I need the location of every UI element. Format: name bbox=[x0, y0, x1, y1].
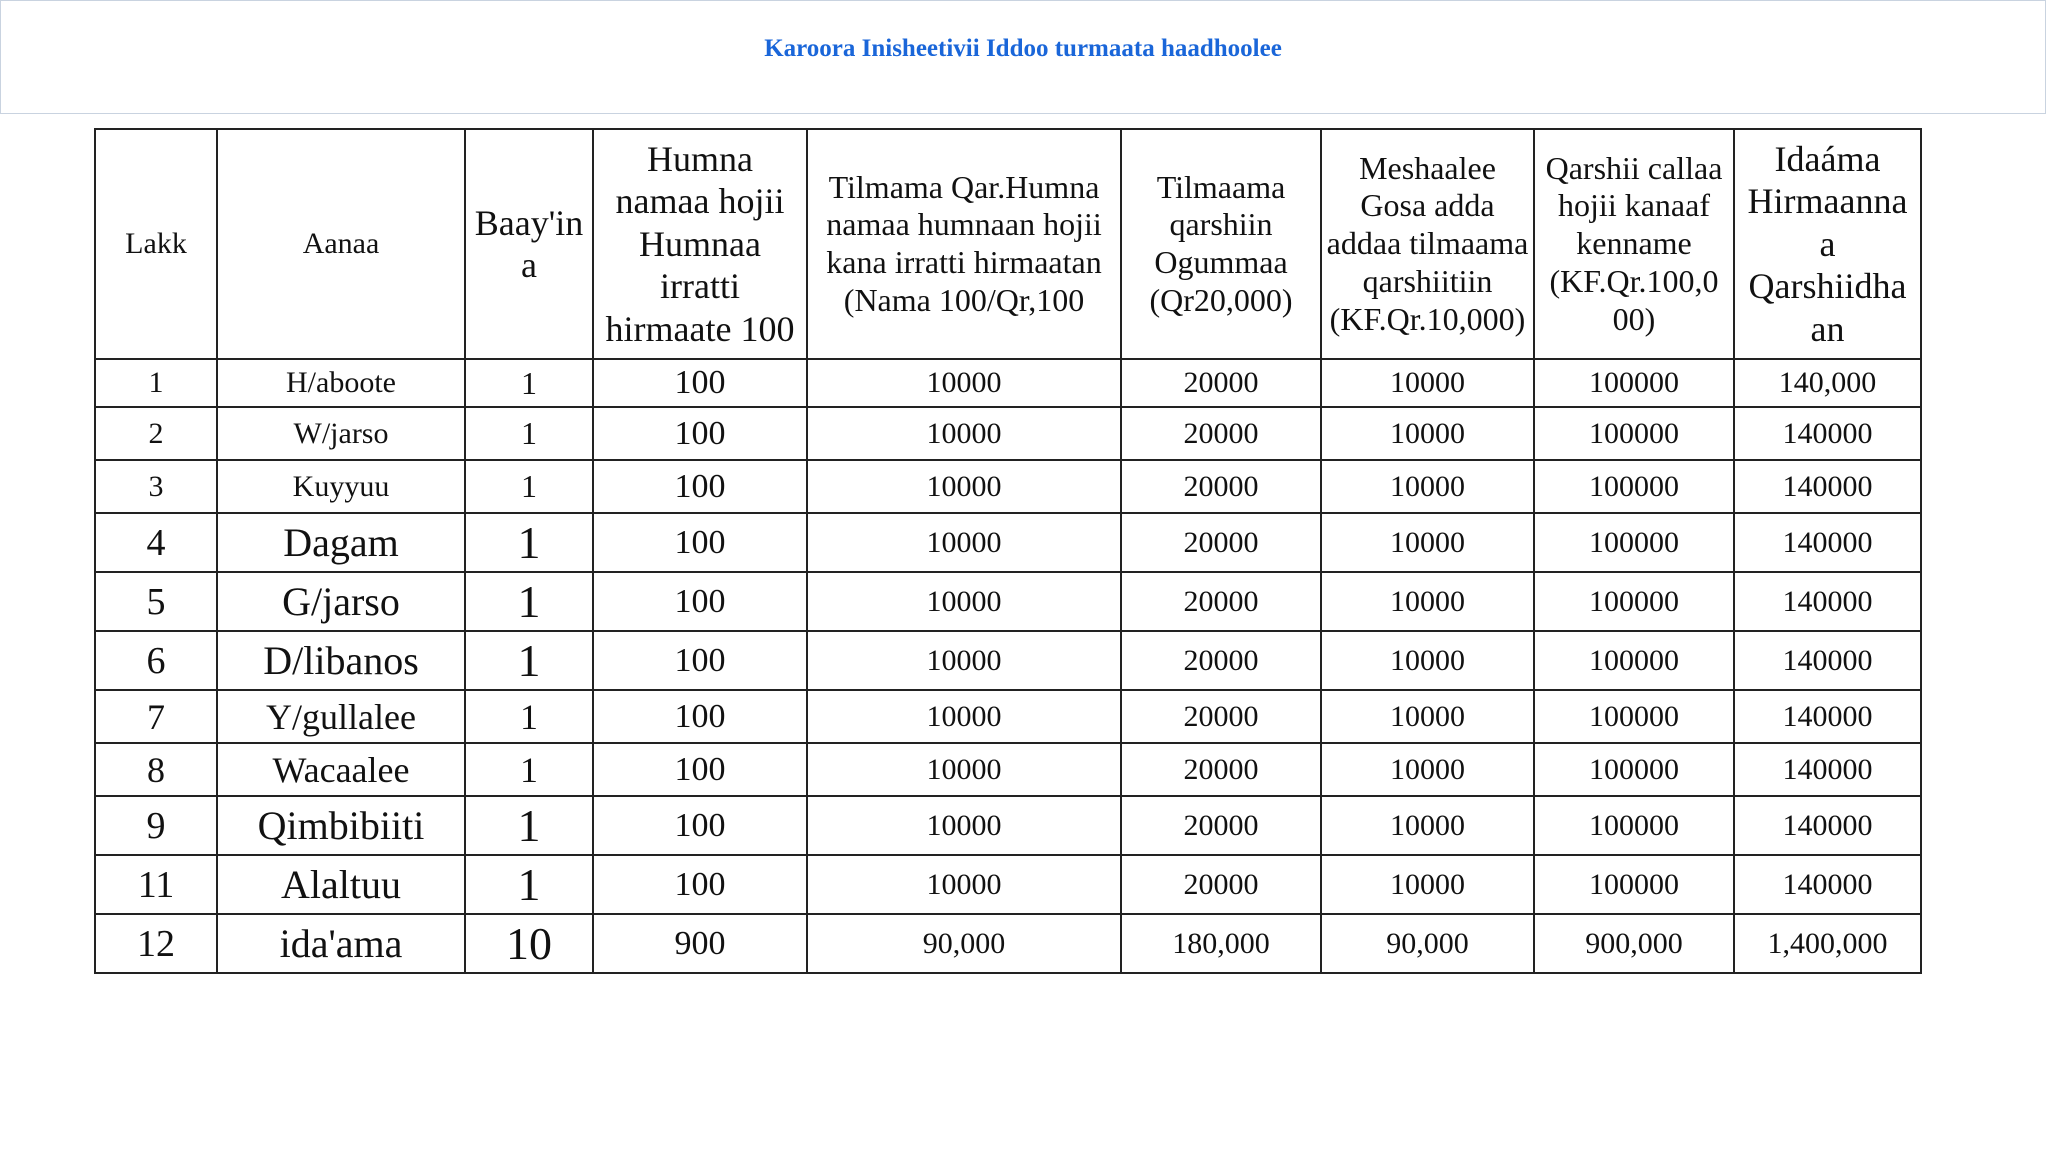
cell-baayina: 1 bbox=[465, 690, 593, 743]
cell-meshaalee: 10000 bbox=[1321, 572, 1534, 631]
cell-tilmama: 10000 bbox=[807, 796, 1121, 855]
cell-aanaa: Dagam bbox=[217, 513, 465, 572]
table-row bbox=[95, 743, 1921, 796]
cell-qarshii: 100000 bbox=[1534, 743, 1734, 796]
cell-aanaa: Kuyyuu bbox=[217, 460, 465, 513]
cell-humna: 100 bbox=[593, 631, 807, 690]
cell-lakk: 1 bbox=[95, 359, 217, 407]
cell-ogummaa: 20000 bbox=[1121, 631, 1321, 690]
cell-tilmama: 10000 bbox=[807, 572, 1121, 631]
table-row bbox=[95, 359, 1921, 407]
cell-qarshii: 100000 bbox=[1534, 796, 1734, 855]
cell-qarshii: 100000 bbox=[1534, 631, 1734, 690]
cell-tilmama: 90,000 bbox=[807, 914, 1121, 973]
table-row bbox=[95, 407, 1921, 460]
cell-meshaalee: 10000 bbox=[1321, 631, 1534, 690]
cell-baayina: 10 bbox=[465, 914, 593, 973]
cell-qarshii: 900,000 bbox=[1534, 914, 1734, 973]
cell-tilmama: 10000 bbox=[807, 460, 1121, 513]
cell-qarshii: 100000 bbox=[1534, 690, 1734, 743]
table-row bbox=[95, 513, 1921, 572]
cell-lakk: 8 bbox=[95, 743, 217, 796]
header-baayina: Baay'in a bbox=[465, 129, 593, 359]
cell-aanaa: D/libanos bbox=[217, 631, 465, 690]
cell-qarshii: 100000 bbox=[1534, 855, 1734, 914]
table-row bbox=[95, 690, 1921, 743]
cell-tilmama: 10000 bbox=[807, 359, 1121, 407]
cell-aanaa: Y/gullalee bbox=[217, 690, 465, 743]
cell-idaama: 140000 bbox=[1734, 690, 1921, 743]
cell-lakk: 3 bbox=[95, 460, 217, 513]
cell-aanaa: G/jarso bbox=[217, 572, 465, 631]
cell-humna: 100 bbox=[593, 690, 807, 743]
cell-idaama: 140000 bbox=[1734, 407, 1921, 460]
cell-baayina: 1 bbox=[465, 796, 593, 855]
cell-humna: 100 bbox=[593, 796, 807, 855]
cell-ogummaa: 20000 bbox=[1121, 743, 1321, 796]
cell-aanaa: Wacaalee bbox=[217, 743, 465, 796]
header-lakk: Lakk bbox=[95, 129, 217, 359]
cell-aanaa: W/jarso bbox=[217, 407, 465, 460]
cell-ogummaa: 20000 bbox=[1121, 513, 1321, 572]
cell-lakk: 4 bbox=[95, 513, 217, 572]
cell-baayina: 1 bbox=[465, 631, 593, 690]
cell-lakk: 7 bbox=[95, 690, 217, 743]
cell-idaama: 140000 bbox=[1734, 572, 1921, 631]
cell-aanaa: ida'ama bbox=[217, 914, 465, 973]
cell-baayina: 1 bbox=[465, 407, 593, 460]
cell-meshaalee: 10000 bbox=[1321, 690, 1534, 743]
cell-meshaalee: 10000 bbox=[1321, 513, 1534, 572]
cell-idaama: 140000 bbox=[1734, 631, 1921, 690]
table-body bbox=[95, 359, 1921, 973]
cell-humna: 100 bbox=[593, 743, 807, 796]
cell-baayina: 1 bbox=[465, 572, 593, 631]
cell-baayina: 1 bbox=[465, 743, 593, 796]
cell-lakk: 5 bbox=[95, 572, 217, 631]
cell-ogummaa: 20000 bbox=[1121, 855, 1321, 914]
cell-qarshii: 100000 bbox=[1534, 572, 1734, 631]
cell-lakk: 2 bbox=[95, 407, 217, 460]
cell-ogummaa: 180,000 bbox=[1121, 914, 1321, 973]
page-title: Karoora Inisheetivii Iddoo turmaata haadhoolee bbox=[764, 35, 1282, 62]
cell-humna: 100 bbox=[593, 460, 807, 513]
cell-lakk: 6 bbox=[95, 631, 217, 690]
cell-qarshii: 100000 bbox=[1534, 513, 1734, 572]
cell-idaama: 140,000 bbox=[1734, 359, 1921, 407]
cell-meshaalee: 10000 bbox=[1321, 407, 1534, 460]
cell-lakk: 12 bbox=[95, 914, 217, 973]
cell-tilmama: 10000 bbox=[807, 690, 1121, 743]
header-qarshii: Qarshii callaa hojii kanaaf kenname (KF.Qr.100,0 00) bbox=[1534, 129, 1734, 359]
cell-idaama: 140000 bbox=[1734, 513, 1921, 572]
header-idaama: Idaáma Hirmaanna a Qarshiidha an bbox=[1734, 129, 1921, 359]
header-meshaalee: Meshaalee Gosa adda addaa tilmaama qarshiitiin (KF.Qr.10,000) bbox=[1321, 129, 1534, 359]
cell-meshaalee: 10000 bbox=[1321, 460, 1534, 513]
table-row bbox=[95, 855, 1921, 914]
cell-qarshii: 100000 bbox=[1534, 460, 1734, 513]
cell-baayina: 1 bbox=[465, 359, 593, 407]
cell-ogummaa: 20000 bbox=[1121, 359, 1321, 407]
cell-idaama: 1,400,000 bbox=[1734, 914, 1921, 973]
cell-baayina: 1 bbox=[465, 460, 593, 513]
cell-aanaa: Qimbibiiti bbox=[217, 796, 465, 855]
title-bar bbox=[0, 0, 2046, 114]
table-row bbox=[95, 796, 1921, 855]
cell-humna: 100 bbox=[593, 407, 807, 460]
cell-meshaalee: 90,000 bbox=[1321, 914, 1534, 973]
cell-humna: 100 bbox=[593, 359, 807, 407]
cell-meshaalee: 10000 bbox=[1321, 743, 1534, 796]
cell-meshaalee: 10000 bbox=[1321, 796, 1534, 855]
cell-humna: 100 bbox=[593, 572, 807, 631]
header-ogummaa: Tilmaama qarshiin Ogummaa (Qr20,000) bbox=[1121, 129, 1321, 359]
cell-lakk: 9 bbox=[95, 796, 217, 855]
cell-qarshii: 100000 bbox=[1534, 359, 1734, 407]
cell-meshaalee: 10000 bbox=[1321, 359, 1534, 407]
cell-qarshii: 100000 bbox=[1534, 407, 1734, 460]
cell-meshaalee: 10000 bbox=[1321, 855, 1534, 914]
cell-ogummaa: 20000 bbox=[1121, 690, 1321, 743]
cell-lakk: 11 bbox=[95, 855, 217, 914]
cell-ogummaa: 20000 bbox=[1121, 407, 1321, 460]
cell-idaama: 140000 bbox=[1734, 460, 1921, 513]
cell-tilmama: 10000 bbox=[807, 407, 1121, 460]
cell-ogummaa: 20000 bbox=[1121, 796, 1321, 855]
header-tilmama: Tilmama Qar.Humna namaa humnaan hojii kana irratti hirmaatan (Nama 100/Qr,100 bbox=[807, 129, 1121, 359]
plan-table bbox=[94, 128, 1922, 974]
cell-tilmama: 10000 bbox=[807, 631, 1121, 690]
header-humna: Humna namaa hojii Humnaa irratti hirmaate 100 bbox=[593, 129, 807, 359]
cell-humna: 100 bbox=[593, 855, 807, 914]
table-row bbox=[95, 460, 1921, 513]
table-row bbox=[95, 631, 1921, 690]
cell-ogummaa: 20000 bbox=[1121, 460, 1321, 513]
cell-humna: 100 bbox=[593, 513, 807, 572]
header-aanaa: Aanaa bbox=[217, 129, 465, 359]
cell-aanaa: Alaltuu bbox=[217, 855, 465, 914]
cell-humna: 900 bbox=[593, 914, 807, 973]
cell-tilmama: 10000 bbox=[807, 855, 1121, 914]
cell-aanaa: H/aboote bbox=[217, 359, 465, 407]
cell-baayina: 1 bbox=[465, 855, 593, 914]
table-row bbox=[95, 572, 1921, 631]
cell-baayina: 1 bbox=[465, 513, 593, 572]
cell-idaama: 140000 bbox=[1734, 796, 1921, 855]
table-header-row bbox=[95, 129, 1921, 359]
table-row-total bbox=[95, 914, 1921, 973]
cell-idaama: 140000 bbox=[1734, 855, 1921, 914]
cell-tilmama: 10000 bbox=[807, 513, 1121, 572]
cell-ogummaa: 20000 bbox=[1121, 572, 1321, 631]
cell-idaama: 140000 bbox=[1734, 743, 1921, 796]
cell-tilmama: 10000 bbox=[807, 743, 1121, 796]
